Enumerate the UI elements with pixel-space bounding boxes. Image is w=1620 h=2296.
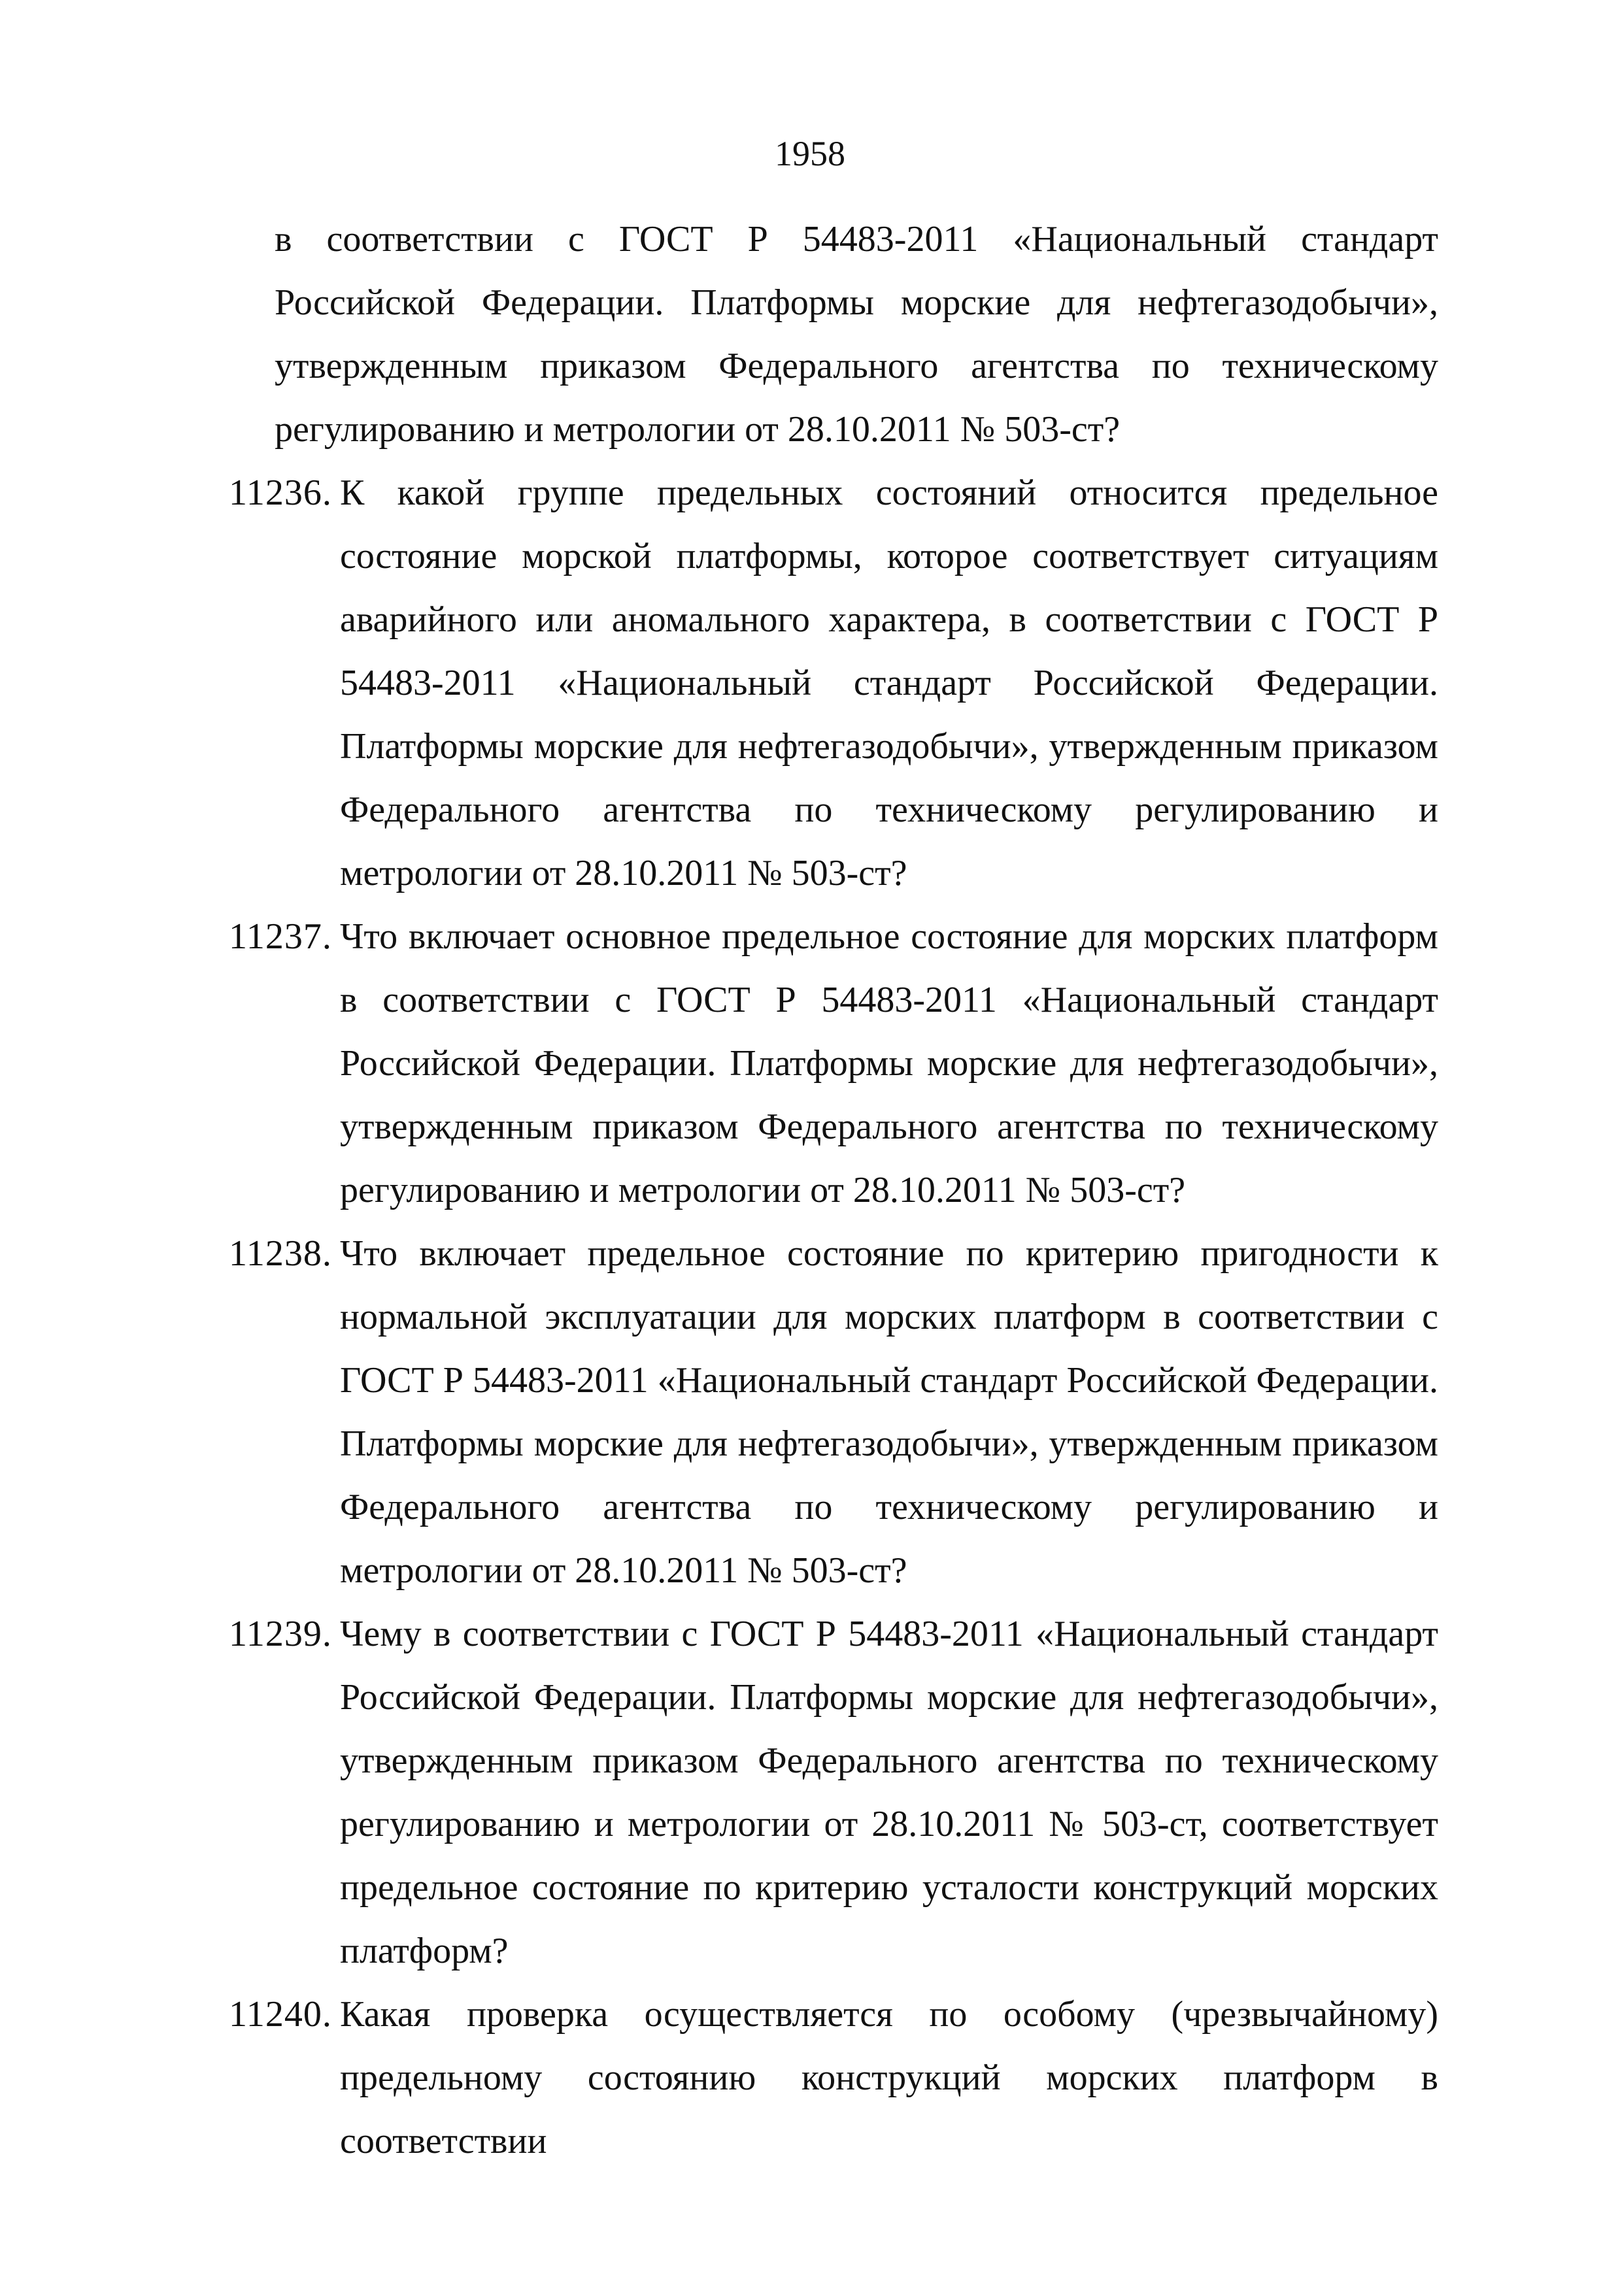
document-body [229,208,1438,2173]
item-number: 11239. [229,1614,332,1654]
list-item [229,905,1438,1222]
item-text: Чему в соответствии с ГОСТ Р 54483-2011 «Национальный стандарт Российской Федерации. Платформы морские для нефтегазодобычи», утвержденным приказом Федерального агентства по техническому регулированию и метрологии от 28.10.2011 № 503-ст, соответствует предельное состояние по критерию усталости конструкций морских платформ? [340,1614,1438,1971]
list-item [229,1603,1438,1983]
item-text: К какой группе предельных состояний относится предельное состояние морской платформы, которое соответствует ситуациям аварийного или аномального характера, в соответствии с ГОСТ Р 54483-2011 «Национальный стандарт Российской Федерации. Платформы морские для нефтегазодобычи», утвержденным приказом Федерального агентства по техническому регулированию и метрологии от 28.10.2011 № 503-ст? [340,473,1438,893]
item-number: 11238. [229,1233,332,1274]
list-item [229,1983,1438,2173]
item-number: 11236. [229,473,332,513]
list-item [229,1222,1438,1603]
continuation-paragraph: в соответствии с ГОСТ Р 54483-2011 «Национальный стандарт Российской Федерации. Платформы морские для нефтегазодобычи», утвержденным приказом Федерального агентства по техническому регулированию и метрологии от 28.10.2011 № 503-ст? [275,219,1438,450]
page-number: 1958 [775,134,845,173]
item-number: 11237. [229,916,332,957]
item-number: 11240. [229,1994,332,2035]
item-text: Какая проверка осуществляется по особому (чрезвычайному) предельному состоянию конструкций морских платформ в соответствии [340,1994,1438,2161]
list-item [229,461,1438,905]
item-text: Что включает основное предельное состояние для морских платформ в соответствии с ГОСТ Р 54483-2011 «Национальный стандарт Российской Федерации. Платформы морские для нефтегазодобычи», утвержденным приказом Федерального агентства по техническому регулированию и метрологии от 28.10.2011 № 503-ст? [340,916,1438,1210]
item-text: Что включает предельное состояние по критерию пригодности к нормальной эксплуатации для морских платформ в соответствии с ГОСТ Р 54483-2011 «Национальный стандарт Российской Федерации. Платформы морские для нефтегазодобычи», утвержденным приказом Федерального агентства по техническому регулированию и метрологии от 28.10.2011 № 503-ст? [340,1233,1438,1591]
